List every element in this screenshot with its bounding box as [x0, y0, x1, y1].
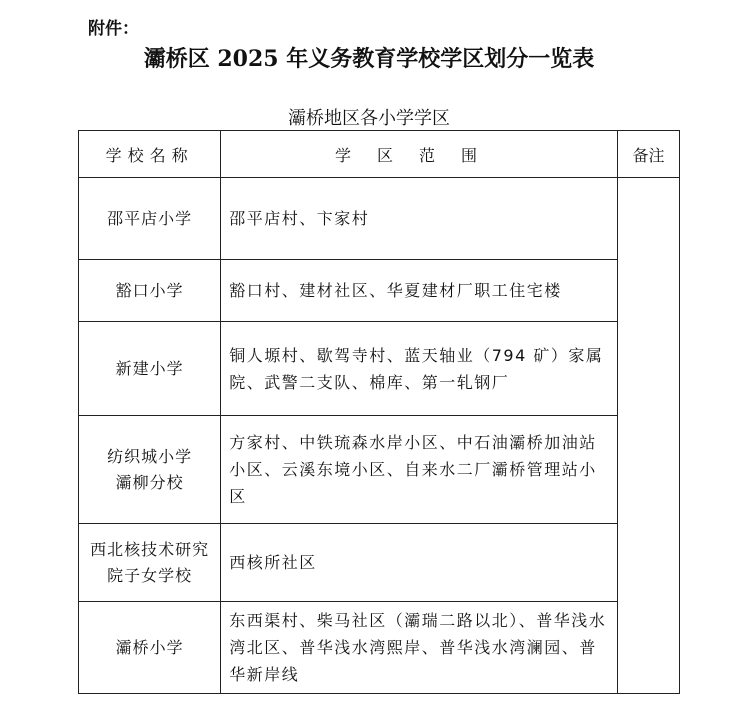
district-range-cell: 邵平店村、卞家村: [221, 178, 618, 260]
table-row: [79, 178, 680, 260]
remarks-cell: [617, 178, 679, 694]
header-school-name: 学校名称: [79, 131, 221, 178]
table-row: [79, 260, 680, 322]
header-remarks: 备注: [617, 131, 679, 178]
attachment-label: 附件：: [88, 19, 139, 39]
table-row: [79, 602, 680, 694]
table-header-row: [79, 131, 680, 178]
school-name-cell: 纺织城小学灞柳分校: [79, 416, 221, 524]
school-name-cell: 灞桥小学: [79, 602, 221, 694]
school-name-cell: 西北核技术研究院子女学校: [79, 524, 221, 602]
district-range-cell: 铜人塬村、歇驾寺村、蓝天轴业（794 矿）家属院、武警二支队、棉库、第一轧钢厂: [221, 322, 618, 416]
header-district-range: 学区范围: [221, 131, 618, 178]
school-district-table: [78, 130, 680, 694]
district-range-cell: 豁口村、建材社区、华夏建材厂职工住宅楼: [221, 260, 618, 322]
school-name-cell: 邵平店小学: [79, 178, 221, 260]
district-range-cell: 方家村、中铁琉森水岸小区、中石油灞桥加油站小区、云溪东境小区、自来水二厂灞桥管理站小区: [221, 416, 618, 524]
district-range-cell: 西核所社区: [221, 524, 618, 602]
table-row: [79, 322, 680, 416]
school-name-cell: 豁口小学: [79, 260, 221, 322]
document-title: 灞桥区 2025 年义务教育学校学区划分一览表: [143, 46, 595, 72]
school-name-cell: 新建小学: [79, 322, 221, 416]
district-range-cell: 东西渠村、柴马社区（灞瑞二路以北）、普华浅水湾北区、普华浅水湾熙岸、普华浅水湾澜园、普华新岸线: [221, 602, 618, 694]
table-row: [79, 416, 680, 524]
table-subtitle: 灞桥地区各小学学区: [288, 108, 450, 129]
table-row: [79, 524, 680, 602]
